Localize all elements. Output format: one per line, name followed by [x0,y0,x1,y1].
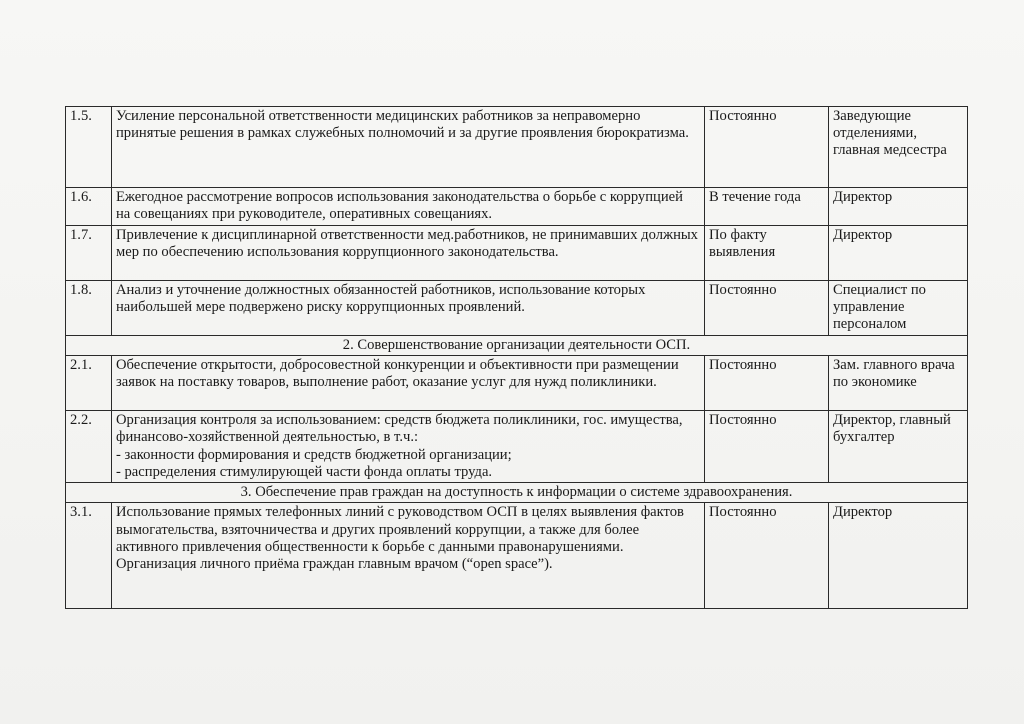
item-term: Постоянно [705,411,829,483]
item-term: В течение года [705,188,829,226]
item-term: Постоянно [705,503,829,609]
item-action-line: - законности формирования и средств бюджетной организации; [116,446,512,463]
item-term: По факту выявления [705,226,829,281]
item-number: 3.1. [66,503,112,609]
section-title: 2. Совершенствование организации деятельности ОСП. [66,336,968,356]
table-row [66,107,968,188]
item-number: 1.7. [66,226,112,281]
item-number: 1.5. [66,107,112,188]
section-title: 3. Обеспечение прав граждан на доступность к информации о системе здравоохранения. [66,483,968,503]
table-row [66,411,968,483]
item-number: 2.2. [66,411,112,483]
table-row [66,356,968,411]
item-action: Ежегодное рассмотрение вопросов использования законодательства о борьбе с коррупцией на совещаниях при руководителе, оперативных совещаниях. [112,188,705,226]
anticorruption-plan-table [65,106,968,609]
item-responsible: Зам. главного врача по экономике [829,356,968,411]
item-responsible: Директор, главный бухгалтер [829,411,968,483]
item-responsible: Директор [829,503,968,609]
item-number: 2.1. [66,356,112,411]
item-action: Привлечение к дисциплинарной ответственности мед.работников, не принимавших должных мер по обеспечению использования коррупционного законодательства. [112,226,705,281]
item-number: 1.6. [66,188,112,226]
item-responsible: Заведующие отделениями, главная медсестра [829,107,968,188]
table-row [66,281,968,336]
item-action [112,411,705,483]
item-action: Усиление персональной ответственности медицинских работников за неправомерно принятые решения в рамках служебных полномочий и за другие проявления бюрократизма. [112,107,705,188]
item-action-line: - распределения стимулирующей части фонда оплаты труда. [116,463,493,480]
item-action: Обеспечение открытости, добросовестной конкуренции и объективности при размещении заявок на поставку товаров, выполнение работ, оказание услуг для нужд поликлиники. [112,356,705,411]
item-number: 1.8. [66,281,112,336]
item-action-line: Организация контроля за использованием: средств бюджета поликлиники, гос. имущества, финансово-хозяйственной деятельностью, в т.ч.: [116,412,683,446]
table-row [66,226,968,281]
item-term: Постоянно [705,107,829,188]
item-responsible: Директор [829,226,968,281]
item-term: Постоянно [705,356,829,411]
table-row [66,188,968,226]
table-row [66,503,968,609]
item-action: Анализ и уточнение должностных обязанностей работников, использование которых наибольшей мере подвержено риску коррупционных проявлений. [112,281,705,336]
item-responsible: Специалист по управление персоналом [829,281,968,336]
item-responsible: Директор [829,188,968,226]
item-action: Использование прямых телефонных линий с руководством ОСП в целях выявления фактов вымогательства, взяточничества и других проявлений коррупции, а также для более активного привлечения общественности к борьбе с данными правонарушениями. Организация личного приёма граждан главным врачом (“open space”). [112,503,705,609]
item-term: Постоянно [705,281,829,336]
section-header-row [66,336,968,356]
section-header-row [66,483,968,503]
